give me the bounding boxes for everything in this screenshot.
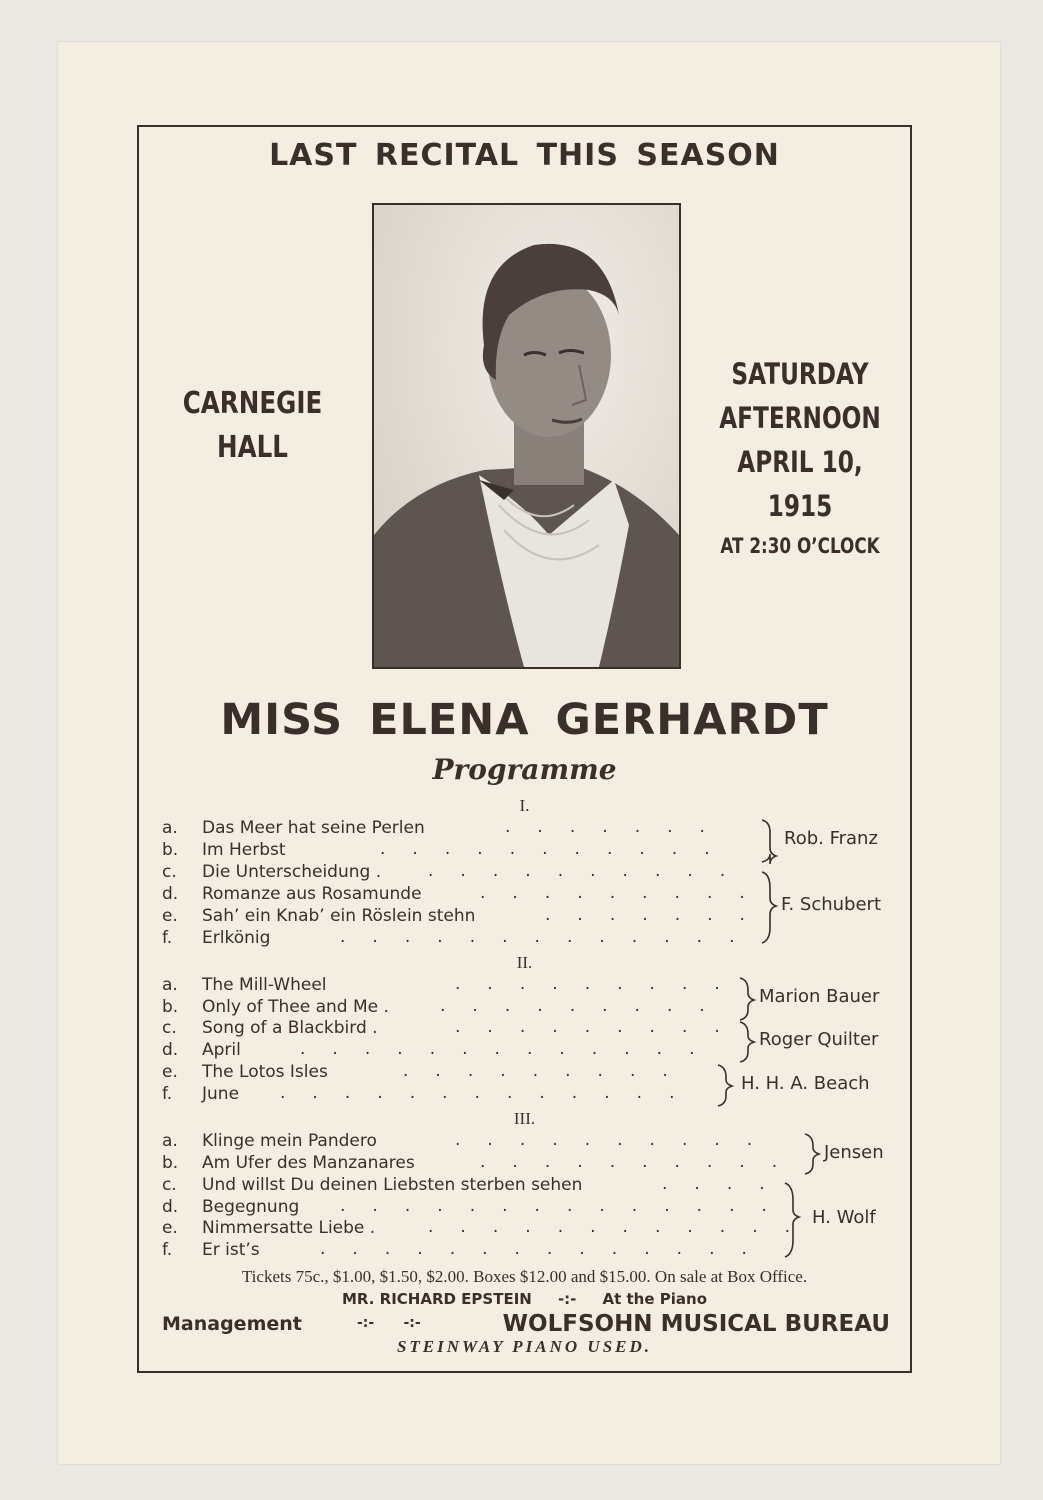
item-letter: a. — [162, 818, 178, 838]
item-letter: d. — [162, 884, 179, 904]
item-letter: e. — [162, 1218, 178, 1238]
item-title: Die Unterscheidung . — [202, 862, 382, 882]
leader-dots: . . . . . . . . . . . — [380, 839, 710, 859]
item-title: Erlkönig — [202, 928, 271, 948]
leader-dots: . . . . . . . . . — [403, 1061, 668, 1081]
composer-franz: Rob. Franz — [784, 828, 878, 849]
section-numeral: II. — [516, 953, 533, 972]
leader-dots: . . . . . . . . . — [480, 883, 745, 903]
item-letter: d. — [162, 1197, 179, 1217]
management-bureau: WOLFSOHN MUSICAL BUREAU — [502, 1311, 890, 1337]
item-letter: e. — [162, 1062, 178, 1082]
composer-quilter: Roger Quilter — [759, 1029, 879, 1050]
item-title: Begegnung — [202, 1197, 300, 1217]
leader-dots: . . . . . . . . . — [440, 996, 705, 1016]
item-title: Im Herbst — [202, 840, 286, 860]
venue-line-2: HALL — [217, 430, 288, 465]
item-title: Only of Thee and Me . — [202, 997, 389, 1017]
item-letter: d. — [162, 1040, 179, 1060]
item-letter: f. — [162, 1240, 173, 1260]
item-title: Und willst Du deinen Liebsten sterben sehen — [202, 1175, 583, 1195]
item-title: Am Ufer des Manzanares — [202, 1153, 415, 1173]
item-title: June — [202, 1084, 240, 1104]
leader-dots: . . . . . . . . . . — [428, 861, 726, 881]
artist-name: MISS ELENA GERHARDT — [220, 695, 829, 745]
item-title: Er ist’s — [202, 1240, 260, 1260]
item-title: Nimmersatte Liebe . — [202, 1218, 376, 1238]
item-letter: e. — [162, 906, 178, 926]
leader-dots: . . . . . . . . . . . . . — [280, 1083, 675, 1103]
brace-schubert — [762, 872, 776, 943]
item-letter: b. — [162, 1153, 179, 1173]
leader-dots: . . . . . . . — [505, 817, 705, 837]
programme-title: Programme — [432, 753, 617, 786]
brace-beach — [718, 1065, 732, 1106]
leader-dots: . . . . — [662, 1174, 765, 1194]
item-letter: f. — [162, 928, 173, 948]
brace-jensen — [805, 1134, 819, 1174]
management-separator: -:- -:- — [357, 1315, 421, 1331]
composer-jensen: Jensen — [824, 1142, 884, 1163]
item-letter: c. — [162, 1018, 177, 1038]
leader-dots: . . . . . . . . . . . . — [428, 1217, 791, 1237]
item-letter: b. — [162, 840, 179, 860]
item-title: Das Meer hat seine Perlen — [202, 818, 425, 838]
composer-bauer: Marion Bauer — [759, 986, 880, 1007]
leader-dots: . . . . . . . . . — [455, 1017, 720, 1037]
item-letter: a. — [162, 1131, 178, 1151]
venue-line-1: CARNEGIE — [182, 386, 323, 421]
brace-bauer — [740, 978, 754, 1020]
item-letter: b. — [162, 997, 179, 1017]
leader-dots: . . . . . . . . . . . . . — [340, 927, 735, 947]
brace-quilter — [740, 1022, 754, 1062]
date-day: SATURDAY — [731, 357, 869, 391]
item-title: Klinge mein Pandero — [202, 1131, 377, 1151]
management-label: Management — [162, 1313, 302, 1335]
item-title: The Lotos Isles — [202, 1062, 328, 1082]
leader-dots: . . . . . . . — [545, 905, 745, 925]
brace-franz — [762, 820, 776, 864]
brace-wolf — [785, 1183, 799, 1257]
date-date: APRIL 10, 1915 — [737, 445, 863, 523]
date-time: AT 2:30 O’CLOCK — [720, 534, 880, 558]
accompanist: MR. RICHARD EPSTEIN -:- At the Piano — [341, 1290, 708, 1308]
section-numeral: III. — [513, 1109, 536, 1128]
leader-dots: . . . . . . . . . . . . . . — [340, 1196, 767, 1216]
leader-dots: . . . . . . . . . . — [480, 1152, 778, 1172]
composer-schubert: F. Schubert — [781, 894, 882, 915]
leader-dots: . . . . . . . . . — [455, 974, 720, 994]
leader-dots: . . . . . . . . . . . . . — [300, 1039, 695, 1059]
item-letter: c. — [162, 862, 177, 882]
piano-note: STEINWAY PIANO USED. — [396, 1337, 653, 1356]
item-letter: a. — [162, 975, 178, 995]
ticket-prices: Tickets 75c., $1.00, $1.50, $2.00. Boxes $12.00 and $15.00. On sale at Box Office. — [241, 1267, 808, 1286]
item-title: Romanze aus Rosamunde — [202, 884, 422, 904]
section-numeral: I. — [519, 796, 530, 815]
composer-beach: H. H. A. Beach — [741, 1073, 870, 1094]
headline: LAST RECITAL THIS SEASON — [269, 138, 780, 173]
item-letter: c. — [162, 1175, 177, 1195]
item-title: April — [202, 1040, 241, 1060]
item-title: The Mill-Wheel — [202, 975, 327, 995]
item-title: Song of a Blackbird . — [202, 1018, 378, 1038]
date-part: AFTERNOON — [719, 401, 881, 435]
leader-dots: . . . . . . . . . . — [455, 1130, 753, 1150]
item-title: Sah’ ein Knab’ ein Röslein stehn — [202, 906, 476, 926]
composer-wolf: H. Wolf — [812, 1207, 876, 1228]
leader-dots: . . . . . . . . . . . . . . — [320, 1239, 747, 1259]
item-letter: f. — [162, 1084, 173, 1104]
